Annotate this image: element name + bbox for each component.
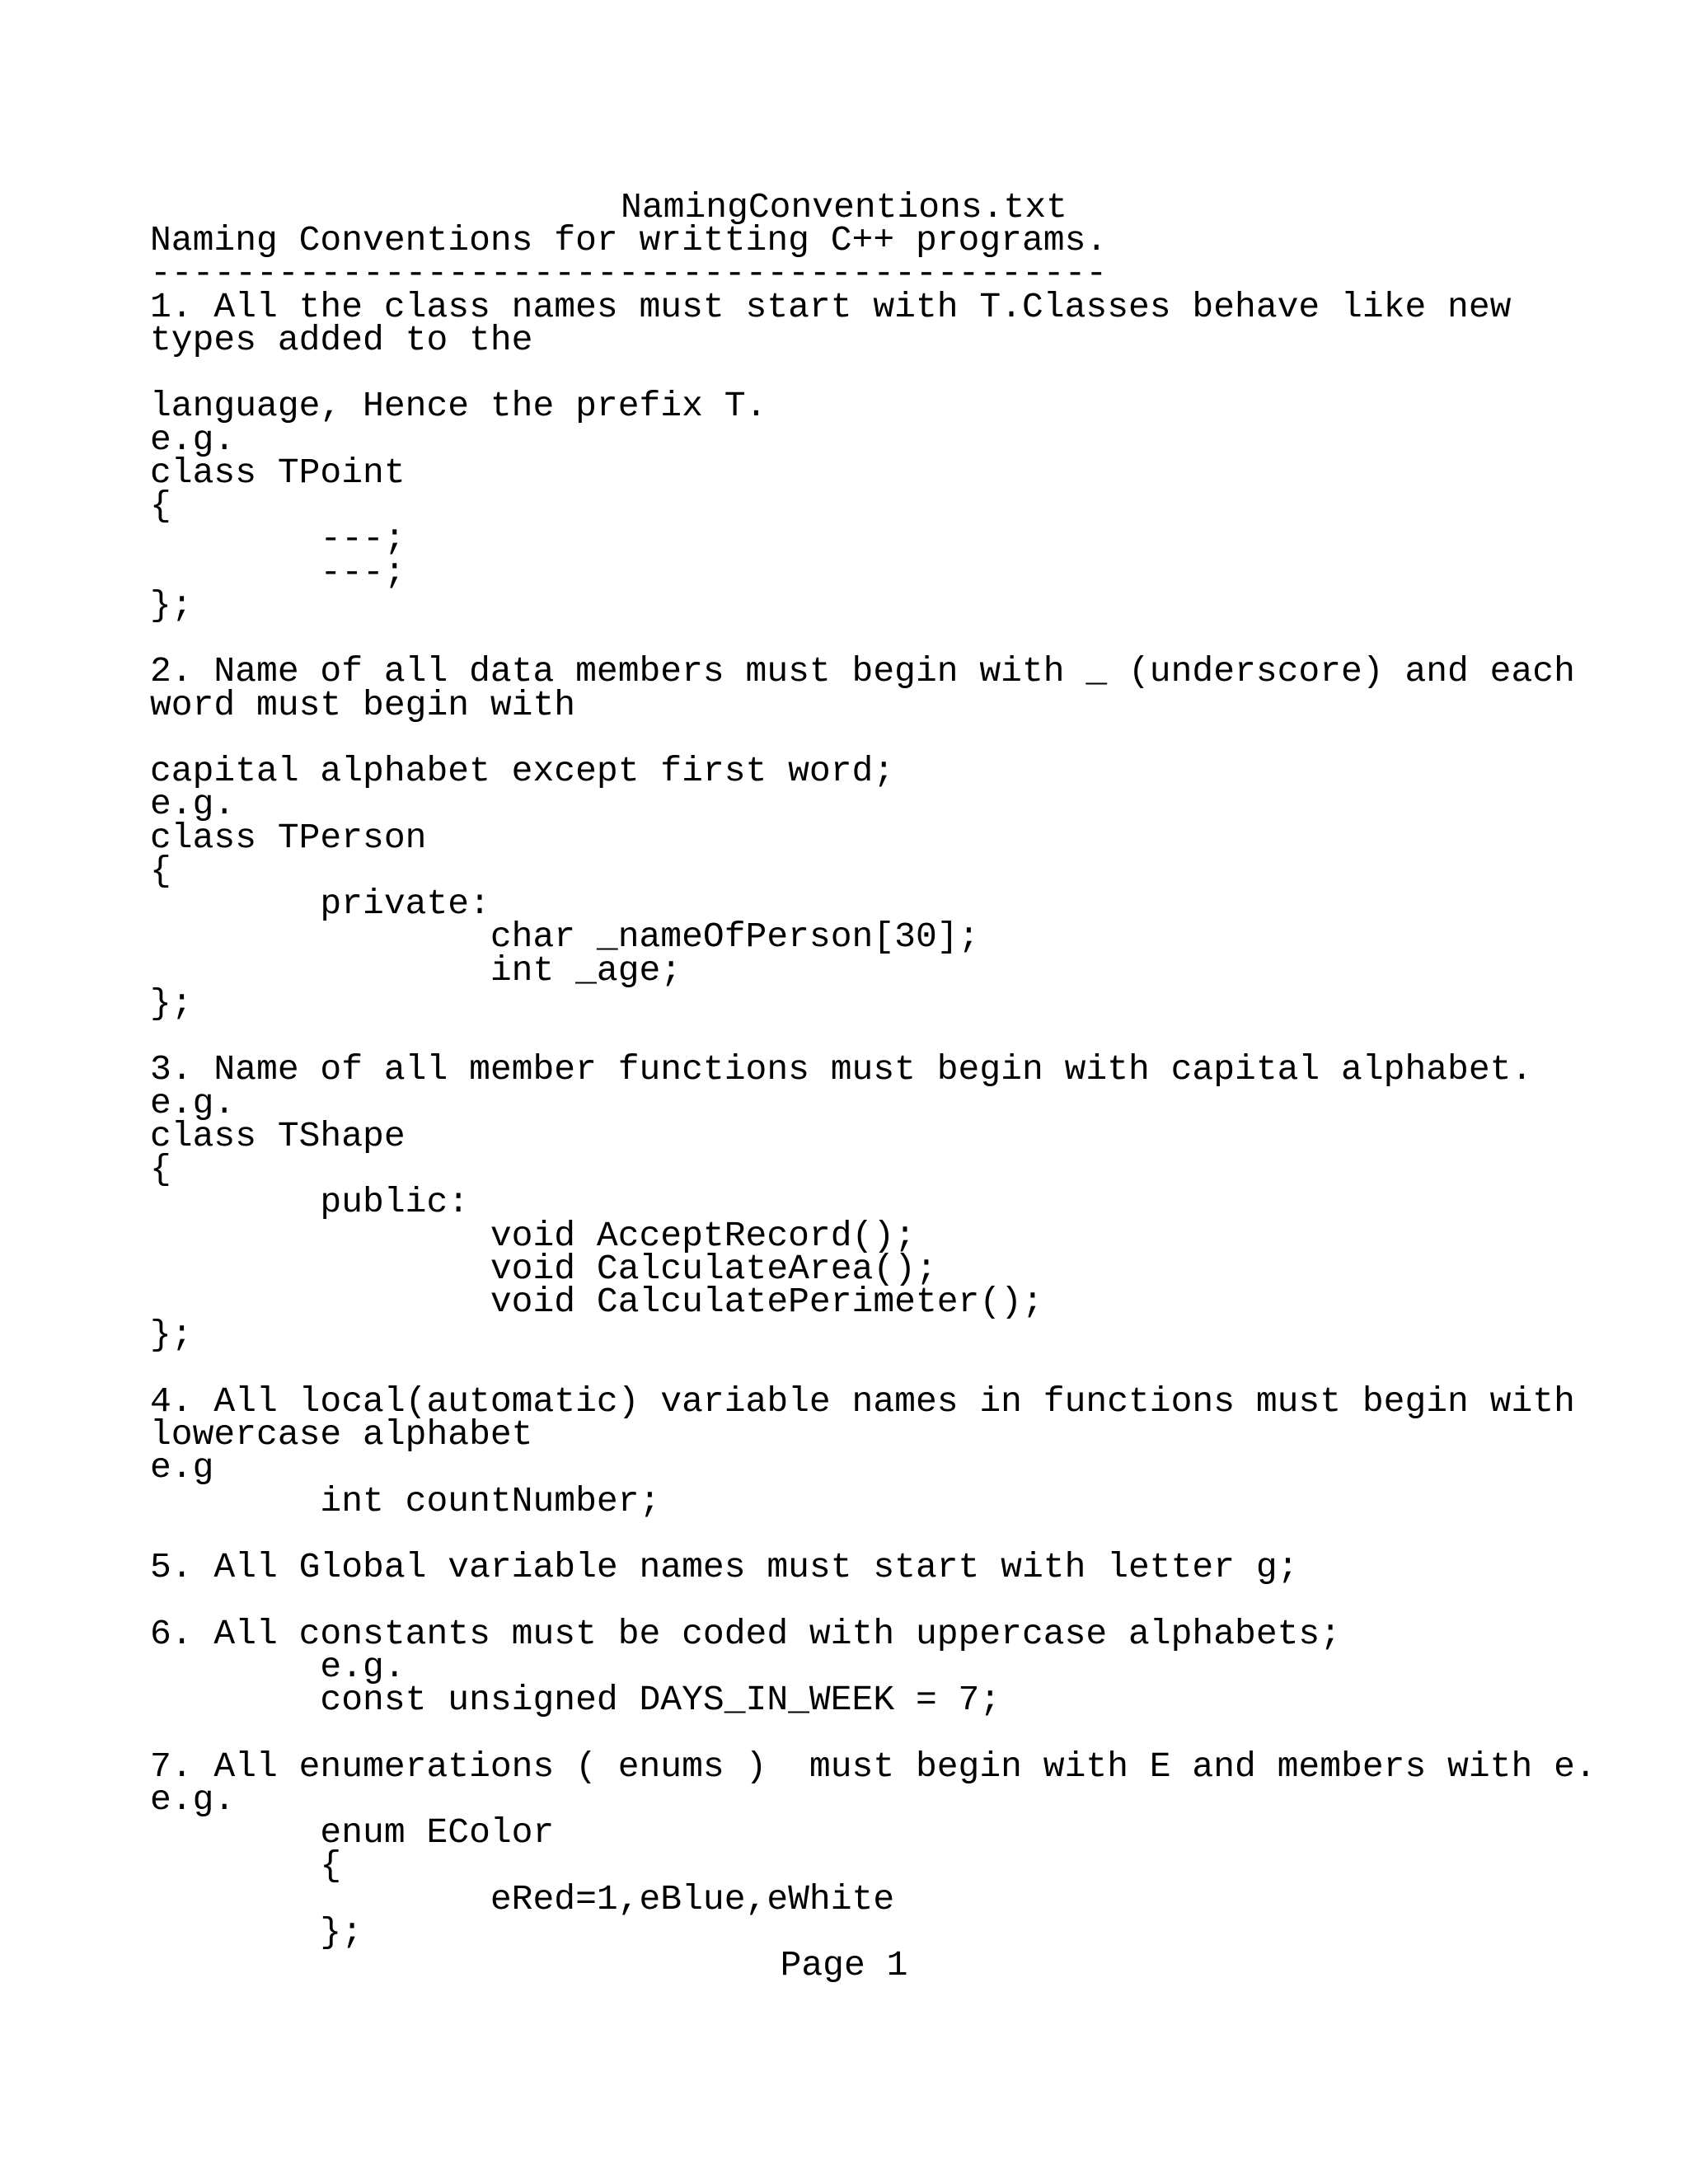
document-line: enum EColor: [150, 1812, 555, 1853]
document-line: 6. All constants must be coded with uppercase alphabets;: [150, 1613, 1342, 1654]
document-line: e.g.: [150, 1646, 406, 1687]
document-line: e.g.: [150, 1082, 236, 1123]
document-line: e.g.: [150, 419, 236, 460]
document-line: e.g.: [150, 784, 236, 825]
document-line: ---;: [150, 518, 406, 560]
document-line: Naming Conventions for writting C++ programs.: [150, 220, 1108, 260]
document-line: };: [150, 584, 193, 626]
document-line: [150, 1020, 1597, 1053]
document-line: lowercase alphabet: [150, 1414, 533, 1455]
document-body: [150, 220, 1597, 1952]
document-line: types added to the: [150, 319, 533, 360]
document-line: class TPerson: [150, 817, 427, 858]
document-line: };: [150, 1315, 193, 1356]
document-line: void CalculateArea();: [150, 1248, 937, 1289]
filename-text: NamingConventions.txt: [621, 187, 1067, 227]
document-line: e.g: [150, 1447, 214, 1488]
document-line: eRed=1,eBlue,eWhite: [150, 1878, 895, 1919]
document-line: {: [150, 1149, 171, 1189]
document-line: e.g.: [150, 1779, 236, 1820]
document-line: [150, 1717, 1597, 1750]
document-line: language, Hence the prefix T.: [150, 386, 767, 427]
document-line: 7. All enumerations ( enums ) must begin with E and members with e.: [150, 1746, 1597, 1787]
document-line: int countNumber;: [150, 1480, 661, 1521]
document-line: public:: [150, 1182, 470, 1223]
document-line: void AcceptRecord();: [150, 1215, 916, 1256]
document-line: [150, 722, 1597, 755]
document-line: 3. Name of all member functions must begin with capital alphabet.: [150, 1049, 1533, 1090]
document-line: [150, 622, 1597, 655]
document-line: capital alphabet except first word;: [150, 751, 895, 791]
document-line: [150, 1584, 1597, 1617]
document-line: const unsigned DAYS_IN_WEEK = 7;: [150, 1680, 1001, 1720]
document-line: {: [150, 485, 171, 526]
document-line: int _age;: [150, 949, 682, 991]
document-line: {: [150, 1845, 342, 1886]
page-number: Page 1: [780, 1945, 908, 1985]
document-line: };: [150, 982, 193, 1024]
document-line: };: [150, 1911, 363, 1952]
document-line: private:: [150, 883, 490, 924]
document-line: 2. Name of all data members must begin with _ (underscore) and each: [150, 651, 1575, 692]
document-line: char _nameOfPerson[30];: [150, 916, 980, 958]
document-line: ---------------------------------------------: [150, 253, 1108, 294]
document-line: 4. All local(automatic) variable names in functions must begin with: [150, 1380, 1575, 1422]
document-line: class TPoint: [150, 452, 406, 493]
document-line: class TShape: [150, 1115, 406, 1156]
document-line: {: [150, 850, 171, 891]
document-line: ---;: [150, 551, 406, 593]
document-line: [150, 1352, 1597, 1385]
document-line: 1. All the class names must start with T.Classes behave like new: [150, 286, 1512, 327]
document-line: void CalculatePerimeter();: [150, 1282, 1043, 1322]
document-line: [150, 1518, 1597, 1551]
document-line: word must begin with: [150, 684, 576, 725]
document-line: 5. All Global variable names must start with letter g;: [150, 1547, 1299, 1587]
document-line: [150, 357, 1597, 390]
document-filename: [0, 187, 1688, 227]
